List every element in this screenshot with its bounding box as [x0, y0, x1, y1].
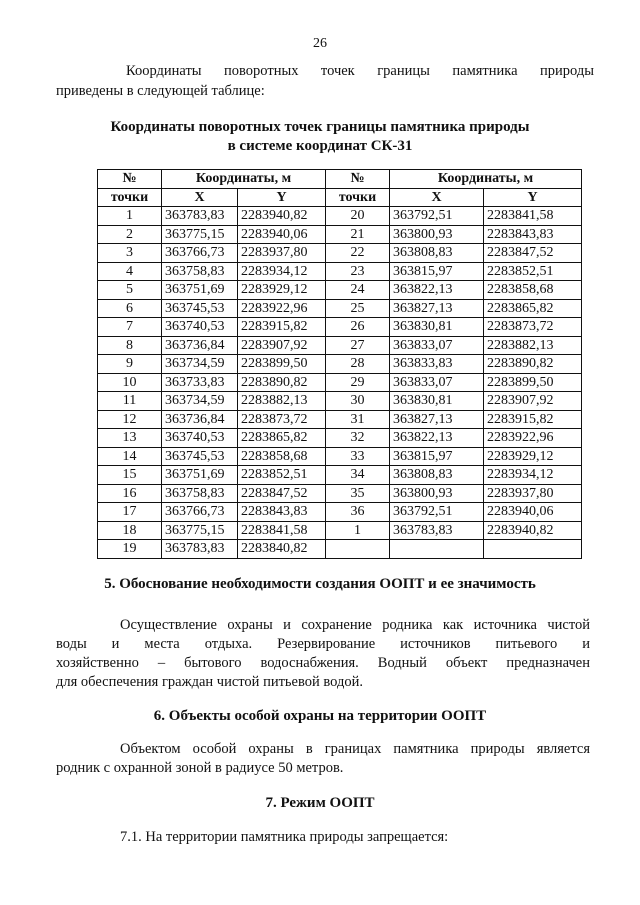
y-value-right: 2283940,06: [484, 503, 582, 522]
table-title-line-2: в системе координат СК-31: [227, 138, 413, 154]
coordinates-table: [97, 169, 582, 559]
section-7-line-1: 7.1. На территории памятника природы запрещается:: [120, 829, 449, 845]
y-value-right: 2283882,13: [484, 336, 582, 355]
point-number-left: 8: [98, 336, 162, 355]
x-value-left: 363745,53: [162, 299, 238, 318]
point-number-left: 15: [98, 466, 162, 485]
x-value-left: 363745,53: [162, 447, 238, 466]
point-number-right: 20: [326, 207, 390, 226]
header-x-left: X: [162, 188, 238, 207]
x-value-left: 363775,15: [162, 521, 238, 540]
y-value-left: 2283840,82: [238, 540, 326, 559]
y-value-right: [484, 540, 582, 559]
x-value-right: 363833,07: [390, 336, 484, 355]
table-row: [98, 299, 582, 318]
section-5-line-2: воды и места отдыха. Резервирование источников питьевого и: [56, 636, 590, 652]
header-num-top-left: №: [98, 170, 162, 189]
point-number-right: 23: [326, 262, 390, 281]
x-value-right: 363833,83: [390, 355, 484, 374]
y-value-right: 2283890,82: [484, 355, 582, 374]
y-value-left: 2283937,80: [238, 244, 326, 263]
point-number-left: 4: [98, 262, 162, 281]
point-number-right: 21: [326, 225, 390, 244]
x-value-right: 363815,97: [390, 447, 484, 466]
y-value-left: 2283882,13: [238, 392, 326, 411]
table-row: [98, 244, 582, 263]
point-number-right: 33: [326, 447, 390, 466]
y-value-left: 2283929,12: [238, 281, 326, 300]
table-row: [98, 225, 582, 244]
y-value-left: 2283843,83: [238, 503, 326, 522]
point-number-left: 3: [98, 244, 162, 263]
y-value-left: 2283940,82: [238, 207, 326, 226]
header-y-left: Y: [238, 188, 326, 207]
table-row: [98, 410, 582, 429]
x-value-right: 363792,51: [390, 503, 484, 522]
x-value-left: 363733,83: [162, 373, 238, 392]
y-value-right: 2283843,83: [484, 225, 582, 244]
point-number-left: 17: [98, 503, 162, 522]
point-number-left: 18: [98, 521, 162, 540]
point-number-left: 13: [98, 429, 162, 448]
y-value-right: 2283858,68: [484, 281, 582, 300]
table-row: [98, 318, 582, 337]
x-value-left: 363775,15: [162, 225, 238, 244]
x-value-right: 363827,13: [390, 299, 484, 318]
y-value-left: 2283865,82: [238, 429, 326, 448]
y-value-left: 2283890,82: [238, 373, 326, 392]
section-7-heading: 7. Режим ООПТ: [265, 795, 375, 811]
table-row: [98, 521, 582, 540]
x-value-left: 363766,73: [162, 503, 238, 522]
table-row: [98, 207, 582, 226]
page-number: 26: [313, 36, 327, 51]
point-number-right: 26: [326, 318, 390, 337]
x-value-left: 363766,73: [162, 244, 238, 263]
header-num-bottom-left: точки: [98, 188, 162, 207]
point-number-right: 35: [326, 484, 390, 503]
x-value-left: 363783,83: [162, 207, 238, 226]
y-value-right: 2283907,92: [484, 392, 582, 411]
point-number-left: 6: [98, 299, 162, 318]
point-number-right: 25: [326, 299, 390, 318]
x-value-left: 363736,84: [162, 336, 238, 355]
point-number-left: 16: [98, 484, 162, 503]
y-value-right: 2283841,58: [484, 207, 582, 226]
table-title-line-1: Координаты поворотных точек границы памятника природы: [110, 119, 530, 135]
x-value-left: 363783,83: [162, 540, 238, 559]
section-5-line-4: для обеспечения граждан чистой питьевой водой.: [56, 674, 363, 690]
table-row: [98, 540, 582, 559]
point-number-right: 24: [326, 281, 390, 300]
table-row: [98, 355, 582, 374]
section-5-heading: 5. Обоснование необходимости создания ООПТ и ее значимость: [104, 576, 536, 592]
table-row: [98, 429, 582, 448]
point-number-left: 10: [98, 373, 162, 392]
section-6-line-2: родник с охранной зоной в радиусе 50 метров.: [56, 760, 344, 776]
y-value-right: 2283899,50: [484, 373, 582, 392]
x-value-right: 363827,13: [390, 410, 484, 429]
x-value-left: 363736,84: [162, 410, 238, 429]
y-value-left: 2283940,06: [238, 225, 326, 244]
point-number-right: 1: [326, 521, 390, 540]
table-row: [98, 466, 582, 485]
y-value-left: 2283915,82: [238, 318, 326, 337]
x-value-right: 363792,51: [390, 207, 484, 226]
table-row: [98, 503, 582, 522]
y-value-left: 2283858,68: [238, 447, 326, 466]
y-value-left: 2283852,51: [238, 466, 326, 485]
table-row: [98, 262, 582, 281]
point-number-left: 9: [98, 355, 162, 374]
table-row: [98, 447, 582, 466]
section-6-line-1: Объектом особой охраны в границах памятника природы является: [120, 741, 590, 757]
y-value-left: 2283873,72: [238, 410, 326, 429]
y-value-left: 2283847,52: [238, 484, 326, 503]
section-5-line-3: хозяйственно – бытового водоснабжения. Водный объект предназначен: [56, 655, 590, 671]
y-value-left: 2283934,12: [238, 262, 326, 281]
point-number-left: 2: [98, 225, 162, 244]
y-value-right: 2283873,72: [484, 318, 582, 337]
point-number-left: 5: [98, 281, 162, 300]
point-number-right: 22: [326, 244, 390, 263]
point-number-right: 29: [326, 373, 390, 392]
x-value-right: 363830,81: [390, 318, 484, 337]
header-coords-right: Координаты, м: [390, 170, 582, 189]
x-value-right: 363830,81: [390, 392, 484, 411]
x-value-left: 363740,53: [162, 429, 238, 448]
x-value-left: 363751,69: [162, 466, 238, 485]
point-number-right: 28: [326, 355, 390, 374]
y-value-right: 2283915,82: [484, 410, 582, 429]
x-value-right: 363800,93: [390, 225, 484, 244]
x-value-right: 363815,97: [390, 262, 484, 281]
table-row: [98, 281, 582, 300]
y-value-right: 2283847,52: [484, 244, 582, 263]
section-6-heading: 6. Объекты особой охраны на территории ООПТ: [153, 708, 487, 724]
intro-line-1: Координаты поворотных точек границы памятника природы: [126, 63, 594, 79]
y-value-left: 2283907,92: [238, 336, 326, 355]
y-value-right: 2283934,12: [484, 466, 582, 485]
y-value-right: 2283852,51: [484, 262, 582, 281]
coordinates-table-body: [98, 207, 582, 559]
point-number-left: 19: [98, 540, 162, 559]
x-value-left: 363734,59: [162, 392, 238, 411]
table-row: [98, 373, 582, 392]
point-number-right: 30: [326, 392, 390, 411]
point-number-right: 27: [326, 336, 390, 355]
x-value-right: 363808,83: [390, 244, 484, 263]
x-value-right: [390, 540, 484, 559]
x-value-left: 363734,59: [162, 355, 238, 374]
point-number-left: 11: [98, 392, 162, 411]
point-number-left: 1: [98, 207, 162, 226]
point-number-right: 36: [326, 503, 390, 522]
y-value-left: 2283922,96: [238, 299, 326, 318]
section-5-line-1: Осуществление охраны и сохранение родника как источника чистой: [120, 617, 590, 633]
table-row: [98, 336, 582, 355]
y-value-left: 2283899,50: [238, 355, 326, 374]
y-value-right: 2283937,80: [484, 484, 582, 503]
point-number-left: 12: [98, 410, 162, 429]
point-number-right: 34: [326, 466, 390, 485]
header-y-right: Y: [484, 188, 582, 207]
table-row: [98, 484, 582, 503]
x-value-left: 363758,83: [162, 262, 238, 281]
header-coords-left: Координаты, м: [162, 170, 326, 189]
x-value-right: 363800,93: [390, 484, 484, 503]
point-number-right: 31: [326, 410, 390, 429]
header-x-right: X: [390, 188, 484, 207]
x-value-right: 363833,07: [390, 373, 484, 392]
table-row: [98, 392, 582, 411]
header-num-top-right: №: [326, 170, 390, 189]
y-value-right: 2283865,82: [484, 299, 582, 318]
y-value-left: 2283841,58: [238, 521, 326, 540]
x-value-left: 363758,83: [162, 484, 238, 503]
y-value-right: 2283940,82: [484, 521, 582, 540]
intro-line-2: приведены в следующей таблице:: [56, 83, 265, 99]
point-number-left: 7: [98, 318, 162, 337]
x-value-left: 363740,53: [162, 318, 238, 337]
x-value-right: 363822,13: [390, 429, 484, 448]
y-value-right: 2283929,12: [484, 447, 582, 466]
point-number-right: 32: [326, 429, 390, 448]
point-number-left: 14: [98, 447, 162, 466]
point-number-right: [326, 540, 390, 559]
x-value-right: 363783,83: [390, 521, 484, 540]
header-num-bottom-right: точки: [326, 188, 390, 207]
x-value-left: 363751,69: [162, 281, 238, 300]
y-value-right: 2283922,96: [484, 429, 582, 448]
x-value-right: 363822,13: [390, 281, 484, 300]
x-value-right: 363808,83: [390, 466, 484, 485]
